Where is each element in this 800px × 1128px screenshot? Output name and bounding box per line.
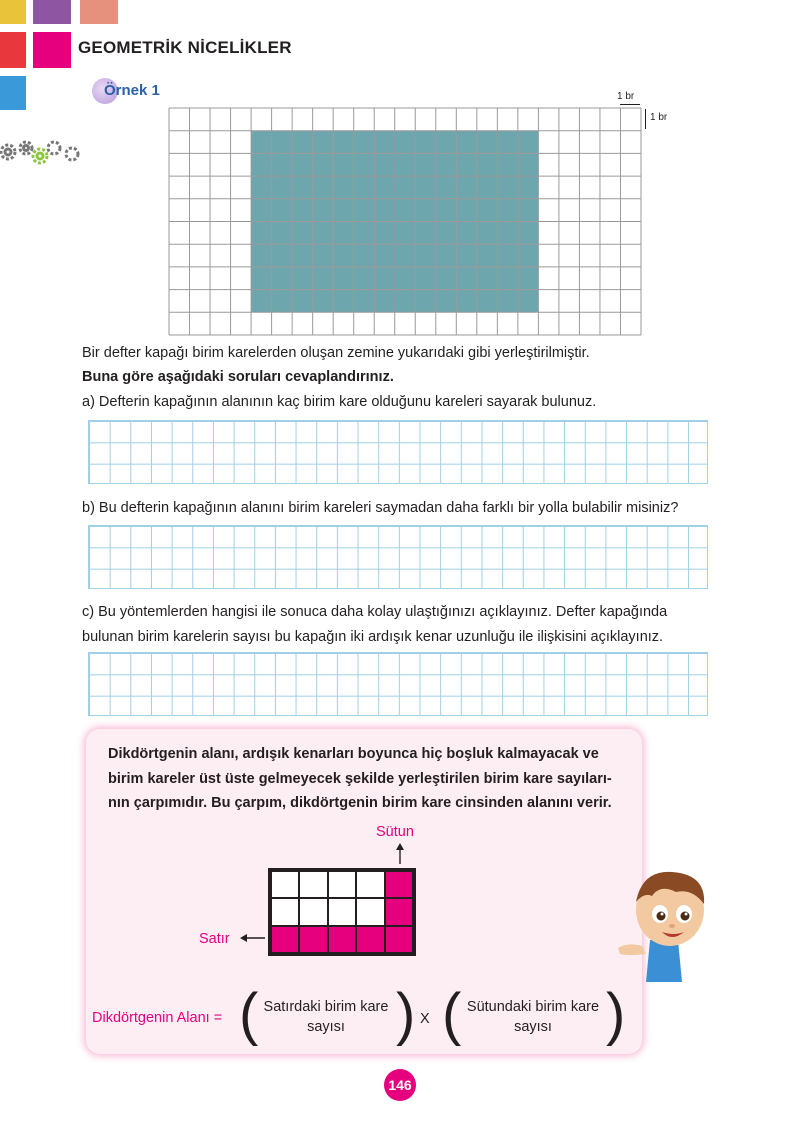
open-paren-2: ( bbox=[442, 982, 462, 1047]
formula-label: Dikdörtgenin Alanı = bbox=[92, 1010, 223, 1026]
open-paren-1: ( bbox=[239, 982, 259, 1047]
column-part bbox=[458, 997, 608, 1037]
info-line-3: nın çarpımıdır. Bu çarpım, dikdörtgenin birim kare cinsinden alanını verir. bbox=[108, 795, 612, 811]
column-part-line2: sayısı bbox=[514, 1019, 552, 1035]
info-line-2: birim kareler üst üste gelmeyecek şekilde yerleştirilen birim kare sayıları- bbox=[108, 770, 612, 787]
row-arrow-icon bbox=[240, 932, 266, 944]
cartoon-boy-illustration bbox=[612, 862, 716, 982]
decor-square-magenta bbox=[33, 32, 71, 68]
question-b: b) Bu defterin kapağının alanını birim kareleri saymadan daha farklı bir yolla bulabilir misiniz? bbox=[82, 500, 679, 516]
unit-vertical-line bbox=[645, 109, 646, 129]
page-number: 146 bbox=[384, 1069, 416, 1101]
answer-area-a[interactable] bbox=[88, 420, 708, 484]
column-arrow-icon bbox=[394, 843, 406, 865]
gears-icon bbox=[0, 136, 82, 170]
unit-horizontal-line bbox=[620, 104, 640, 105]
decor-square-blue bbox=[0, 76, 26, 110]
times-sign: X bbox=[420, 1011, 430, 1027]
row-part bbox=[254, 997, 398, 1037]
info-text bbox=[108, 742, 628, 816]
unit-vertical-label: 1 br bbox=[650, 112, 668, 123]
example-label: Örnek 1 bbox=[104, 82, 160, 99]
question-c-line1: c) Bu yöntemlerden hangisi ile sonuca daha kolay ulaştığınızı açıklayınız. Defter kapağında bbox=[82, 604, 668, 620]
section-title: GEOMETRİK NİCELİKLER bbox=[78, 38, 292, 57]
decor-square-salmon bbox=[80, 0, 118, 24]
info-line-1: Dikdörtgenin alanı, ardışık kenarları boyunca hiç boşluk kalmayacak ve bbox=[108, 746, 599, 762]
intro-text: Bir defter kapağı birim karelerden oluşan zemine yukarıdaki gibi yerleştirilmiştir. bbox=[82, 345, 590, 361]
decor-square-red bbox=[0, 32, 26, 68]
decor-square-yellow bbox=[0, 0, 26, 24]
row-label: Satır bbox=[199, 931, 230, 947]
decor-square-purple bbox=[33, 0, 71, 24]
answer-area-c[interactable] bbox=[88, 652, 708, 716]
unit-square-grid bbox=[168, 107, 642, 336]
answer-area-b[interactable] bbox=[88, 525, 708, 589]
row-part-line2: sayısı bbox=[307, 1019, 345, 1035]
instruction-text: Buna göre aşağıdaki soruları cevaplandırınız. bbox=[82, 369, 394, 385]
column-label: Sütun bbox=[376, 824, 414, 840]
row-part-line1: Satırdaki birim kare bbox=[263, 999, 389, 1015]
question-c-line2: bulunan birim karelerin sayısı bu kapağın iki ardışık kenar uzunluğu ile ilişkisini açıklayınız. bbox=[82, 629, 664, 645]
unit-horizontal-label: 1 br bbox=[617, 91, 635, 102]
column-part-line1: Sütundaki birim kare bbox=[466, 999, 600, 1015]
row-column-diagram bbox=[268, 868, 418, 958]
close-paren-2: ) bbox=[606, 982, 626, 1047]
close-paren-1: ) bbox=[396, 982, 416, 1047]
question-a: a) Defterin kapağının alanının kaç birim kare olduğunu kareleri sayarak bulunuz. bbox=[82, 394, 597, 410]
